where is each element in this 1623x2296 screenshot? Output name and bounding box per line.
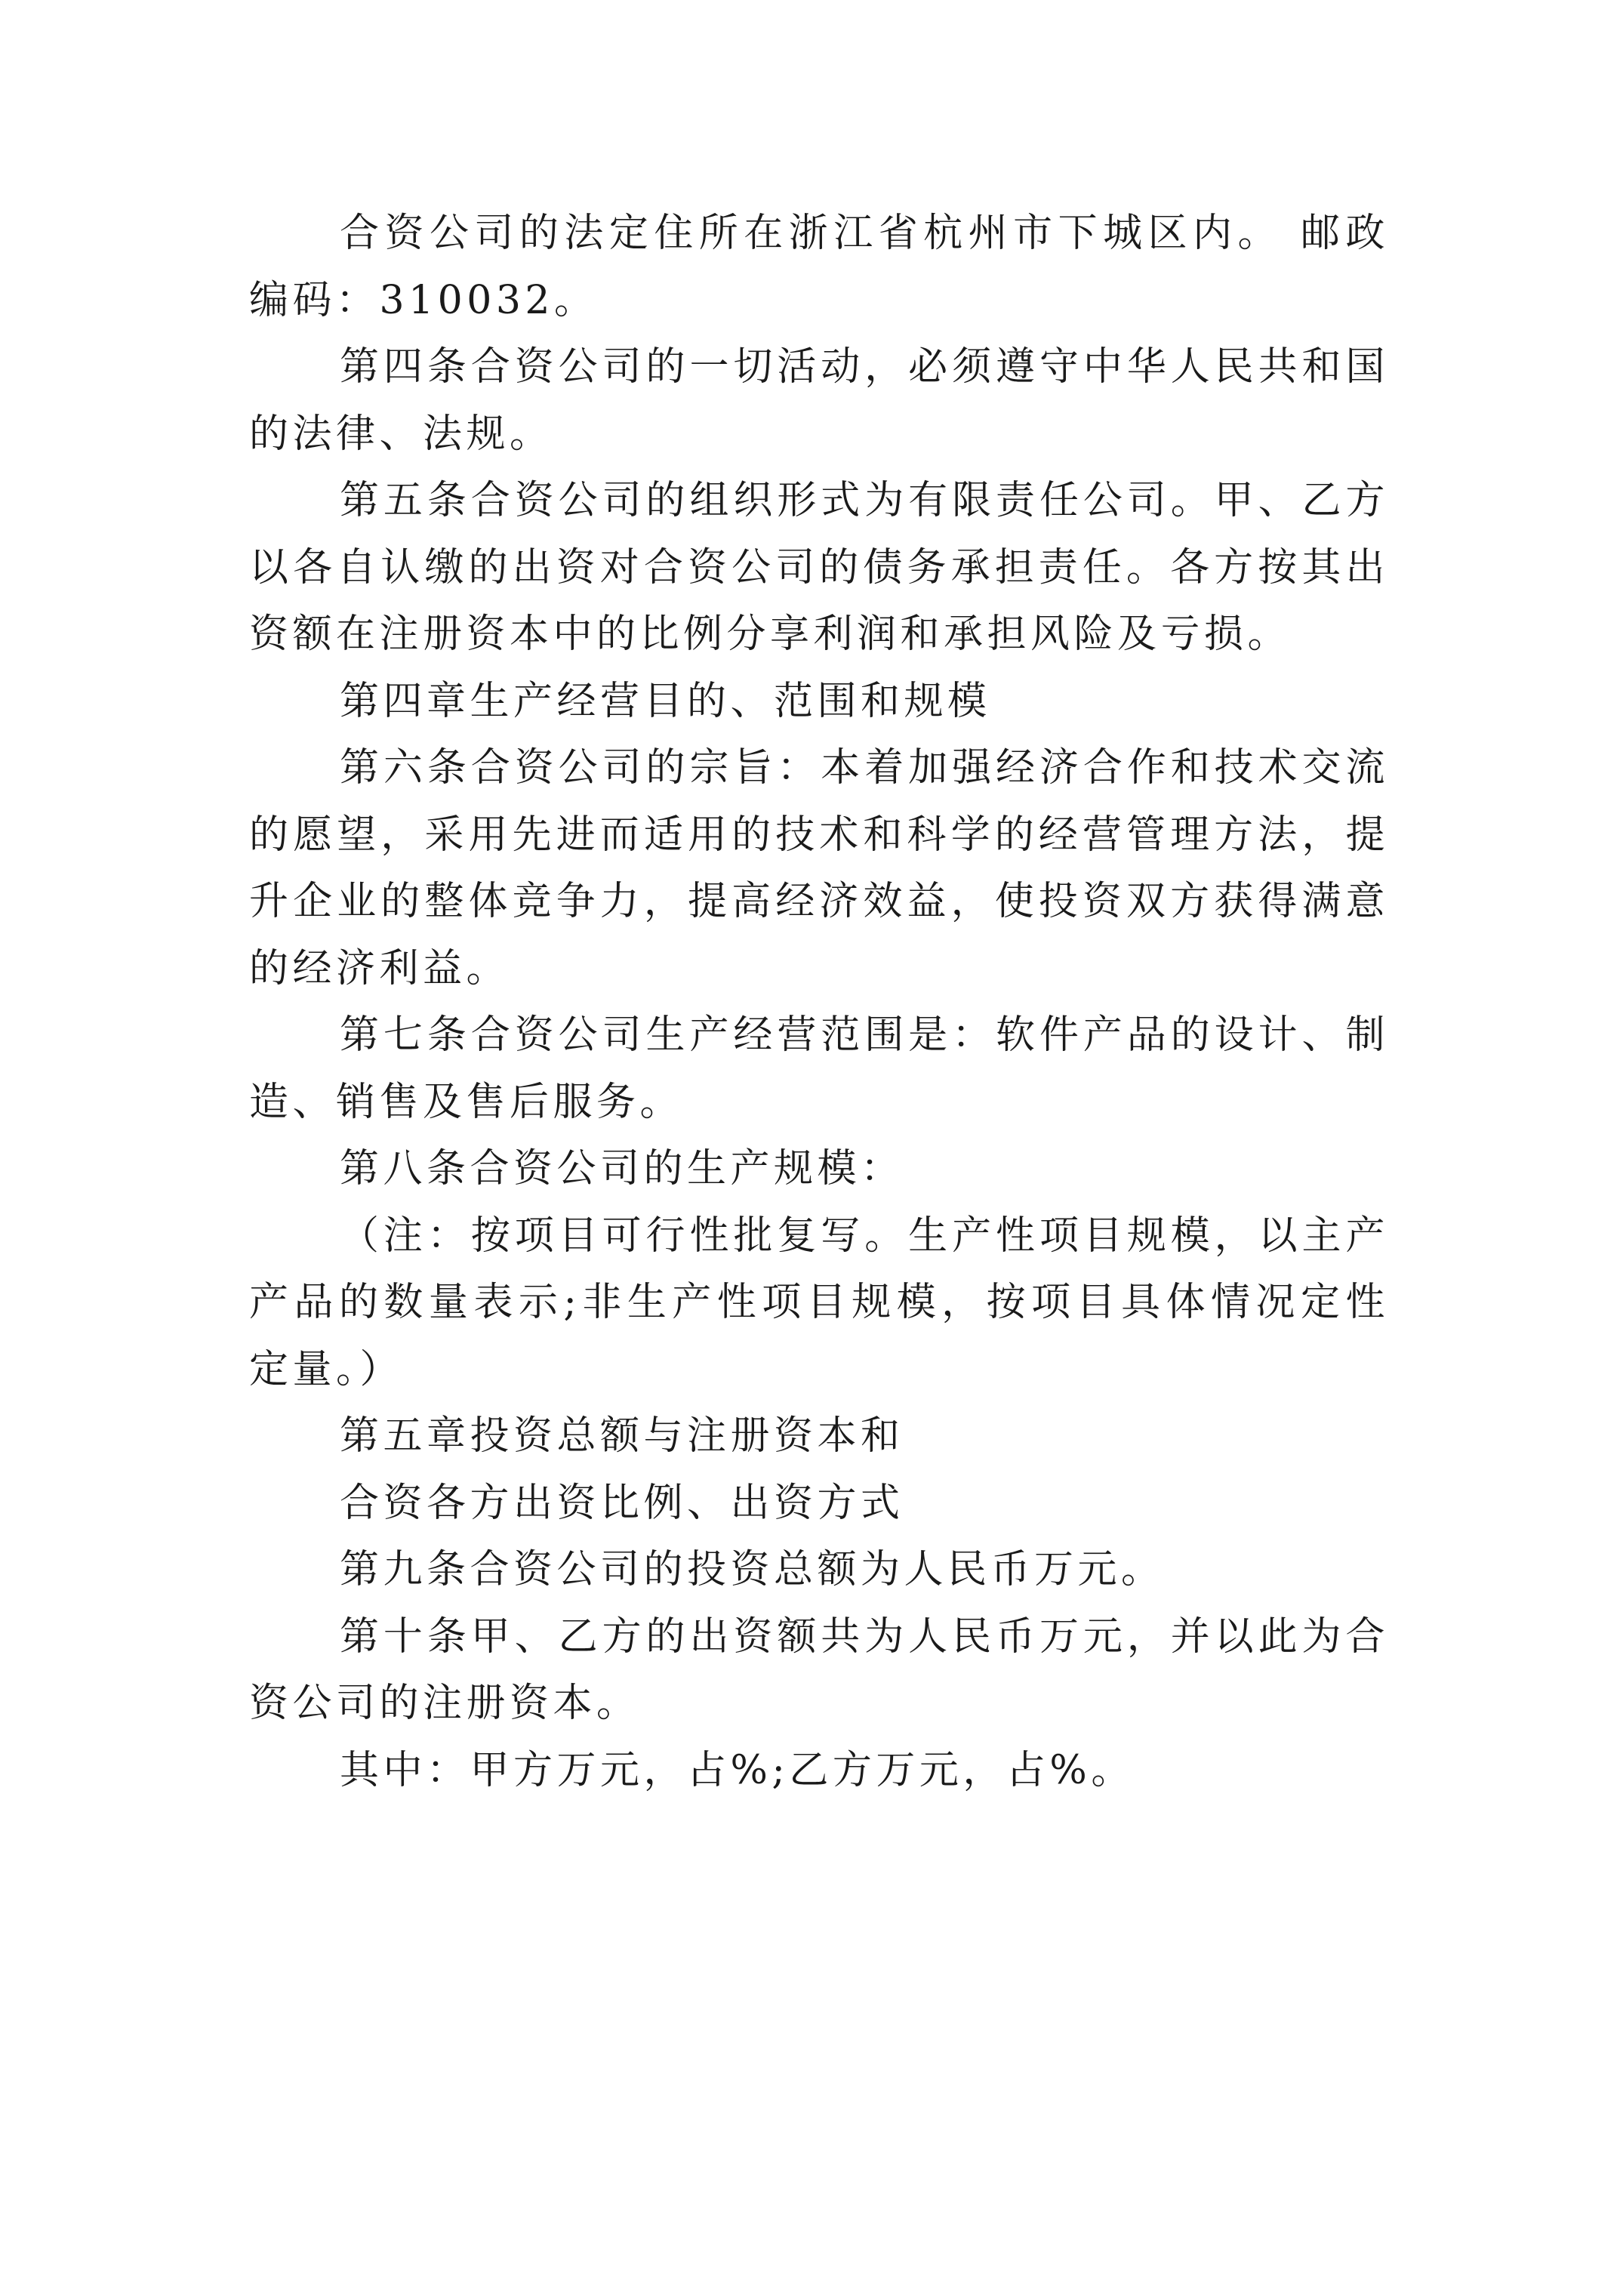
chapter-5-heading-line-1: 第五章投资总额与注册资本和 [340,1413,904,1459]
chapter-5-heading-line-2: 合资各方出资比例、出资方式 [340,1480,904,1526]
paragraph-article-4: 第四条合资公司的一切活动，必须遵守中华人民共和国的法律、法规。 [249,344,1389,457]
paragraph-article-8: 第八条合资公司的生产规模： [340,1146,904,1191]
document-body [249,200,1389,1804]
paragraph-article-9: 第九条合资公司的投资总额为人民币万元。 [340,1547,1165,1592]
paragraph-article-10: 第十条甲、乙方的出资额共为人民币万元，并以此为合资公司的注册资本。 [249,1613,1389,1726]
paragraph-legal-address: 合资公司的法定住所在浙江省杭州市下城区内。 邮政编码：310032。 [249,211,1389,323]
chapter-4-heading: 第四章生产经营目的、范围和规模 [340,678,991,724]
paragraph-article-7: 第七条合资公司生产经营范围是：软件产品的设计、制造、销售及售后服务。 [249,1012,1389,1125]
paragraph-capital-split: 其中：甲方万元，占%;乙方万元，占%。 [340,1747,1135,1793]
paragraph-note: （注：按项目可行性批复写。生产性项目规模，以主产产品的数量表示;非生产性项目规模，按项目具体情况定性定量。） [249,1213,1389,1392]
paragraph-article-6: 第六条合资公司的宗旨：本着加强经济合作和技术交流的愿望，采用先进而适用的技术和科学的经营管理方法，提升企业的整体竞争力，提高经济效益，使投资双方获得满意的经济利益。 [249,745,1389,991]
paragraph-article-5: 第五条合资公司的组织形式为有限责任公司。甲、乙方以各自认缴的出资对合资公司的债务承担责任。各方按其出资额在注册资本中的比例分享利润和承担风险及亏损。 [249,478,1389,657]
